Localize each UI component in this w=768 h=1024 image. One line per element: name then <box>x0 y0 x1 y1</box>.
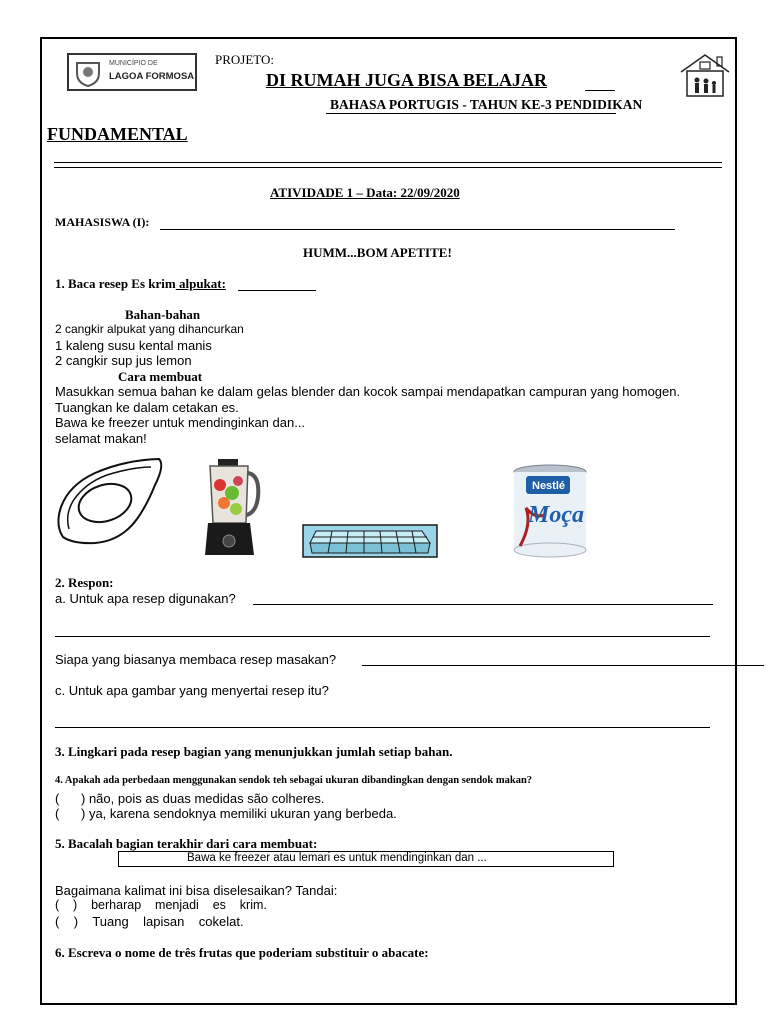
q4-option-2[interactable]: ( ) ya, karena sendoknya memiliki ukuran yang berbeda. <box>55 806 397 821</box>
q1-answer-line <box>238 290 316 291</box>
title-underline-ext <box>585 90 615 91</box>
q1-prompt-underlined: alpukat: <box>175 276 226 291</box>
q1-prompt-text: 1. Baca resep Es krim <box>55 276 176 291</box>
project-title: DI RUMAH JUGA BISA BELAJAR <box>266 70 548 90</box>
q5-question: Bagaimana kalimat ini bisa diselesaikan? Tandai: <box>55 883 338 898</box>
q6-text: 6. Escreva o nome de três frutas que poderiam substituir o abacate: <box>55 945 429 960</box>
ice-tray-image <box>302 523 438 559</box>
ingredient-1: 2 cangkir alpukat yang dihancurkan <box>55 322 244 336</box>
blender-image <box>200 457 268 557</box>
q1-prompt <box>55 276 226 292</box>
subtitle-underline <box>326 113 616 114</box>
q2a-answer-line-2[interactable] <box>55 636 710 637</box>
q4-text: 4. Apakah ada perbedaan menggunakan sendok teh sebagai ukuran dibandingkan dengan sendok makan? <box>55 775 533 786</box>
q5-quote-text: Bawa ke freezer atau lemari es untuk mendinginkan dan ... <box>187 852 487 864</box>
q5-text: 5. Bacalah bagian terakhir dari cara membuat: <box>55 836 318 851</box>
project-subtitle: BAHASA PORTUGIS - TAHUN KE-3 PENDIDIKAN <box>330 97 643 112</box>
student-label: MAHASISWA (I): <box>55 215 150 229</box>
q5-option-2[interactable]: ( ) Tuang lapisan cokelat. <box>55 914 244 929</box>
activity-date: ATIVIDADE 1 – Data: 22/09/2020 <box>270 185 460 200</box>
activity-heading: HUMM...BOM APETITE! <box>303 245 452 260</box>
q2a-text: a. Untuk apa resep digunakan? <box>55 591 236 606</box>
q2c-text: c. Untuk apa gambar yang menyertai resep itu? <box>55 683 329 698</box>
q3-text: 3. Lingkari pada resep bagian yang menunjukkan jumlah setiap bahan. <box>55 744 453 759</box>
can-brand: Nestlé <box>532 480 566 492</box>
q5-quote-box <box>118 851 614 867</box>
student-name-line[interactable] <box>160 229 675 230</box>
q4-option-1[interactable]: ( ) não, pois as duas medidas são colheres. <box>55 791 325 806</box>
municipal-logo <box>67 53 197 91</box>
can-name: Moça <box>528 502 584 528</box>
logo-line2: LAGOA FORMOSA <box>109 71 195 82</box>
method-step-1: Masukkan semua bahan ke dalam gelas blender dan kocok sampai mendapatkan campuran yang homogen. <box>55 384 681 399</box>
house-family-icon <box>679 52 731 98</box>
avocado-drawing <box>55 455 165 545</box>
q2-title: 2. Respon: <box>55 575 114 590</box>
method-step-2: Tuangkan ke dalam cetakan es. <box>55 400 239 415</box>
ingredients-title: Bahan-bahan <box>125 307 201 322</box>
q5-option-1[interactable]: ( ) berharap menjadi es krim. <box>55 898 267 912</box>
double-rule-bottom <box>54 167 722 168</box>
condensed-milk-can <box>512 464 588 558</box>
ingredient-3: 2 cangkir sup jus lemon <box>55 353 192 368</box>
crest-icon <box>73 57 103 87</box>
q2b-text: Siapa yang biasanya membaca resep masakan? <box>55 652 337 667</box>
q2a-answer-line[interactable] <box>253 604 713 605</box>
project-subtitle-cont: FUNDAMENTAL <box>47 124 188 144</box>
double-rule-top <box>54 162 722 163</box>
method-title: Cara membuat <box>118 369 203 384</box>
ingredient-2: 1 kaleng susu kental manis <box>55 338 212 353</box>
logo-line1: MUNICÍPIO DE <box>109 60 158 67</box>
q2b-answer-line[interactable] <box>362 665 764 666</box>
q2c-answer-line[interactable] <box>55 727 710 728</box>
method-step-3: Bawa ke freezer untuk mendinginkan dan... <box>55 415 306 430</box>
method-step-4: selamat makan! <box>55 431 147 446</box>
projeto-label: PROJETO: <box>215 52 274 67</box>
